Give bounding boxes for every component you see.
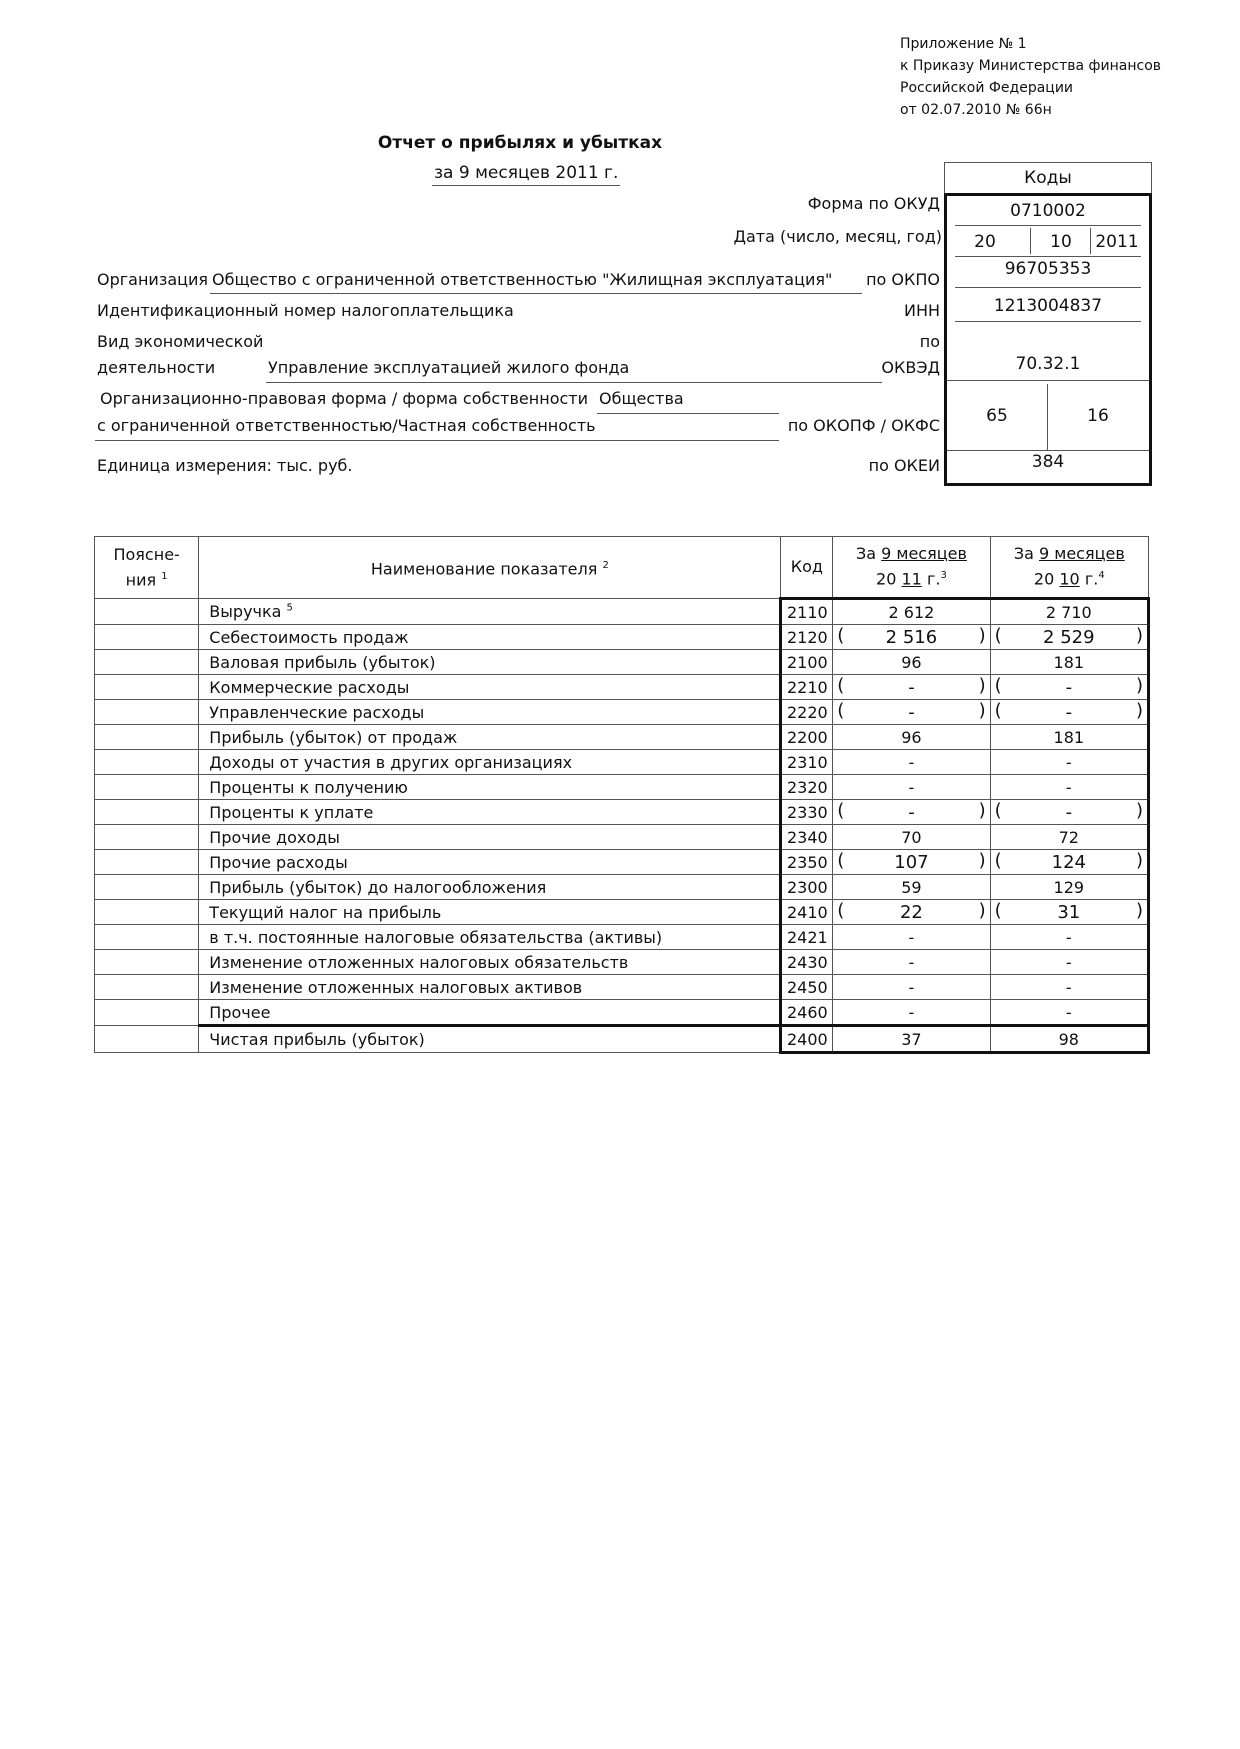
notes-cell [95,650,199,675]
paren-open: ( [837,625,845,646]
indicator-name: Прочее [199,1000,781,1026]
table-row [95,875,1149,900]
appendix-note [900,33,1161,121]
notes-cell [95,775,199,800]
previous-period-value: - [990,750,1148,775]
indicator-name: Коммерческие расходы [199,675,781,700]
notes-cell [95,875,199,900]
report-table [94,536,1150,1054]
table-row [95,975,1149,1000]
line-code: 2450 [781,975,833,1000]
indicator-name: Проценты к получению [199,775,781,800]
current-period-value: ( - ) [833,800,990,825]
table-row [95,775,1149,800]
okud-label: Форма по ОКУД [807,194,940,213]
okpo-code: 96705353 [955,259,1141,288]
paren-close: ) [978,700,986,721]
okei-code: 384 [1031,452,1065,472]
notes-cell [95,975,199,1000]
appendix-line: Приложение № 1 [900,36,1027,52]
indicator-name: Управленческие расходы [199,700,781,725]
previous-period-value: - [990,975,1148,1000]
inn-code-label: ИНН [903,301,940,320]
current-period-value: 96 [833,725,990,750]
indicator-name: Проценты к уплате [199,800,781,825]
line-code: 2350 [781,850,833,875]
notes-cell [95,675,199,700]
okfs-code: 16 [1087,406,1109,426]
activity-label-1: Вид экономической [97,332,264,351]
table-row [95,850,1149,875]
activity-value: Управление эксплуатацией жилого фонда [268,358,630,377]
notes-cell [95,925,199,950]
paren-close: ) [978,675,986,696]
line-code: 2340 [781,825,833,850]
paren-close: ) [978,850,986,871]
notes-cell [95,750,199,775]
line-code: 2120 [781,625,833,650]
notes-cell [95,700,199,725]
table-row [95,599,1149,625]
header-name: Наименование показателя $^2$ [199,537,781,599]
report-period: за 9 месяцев 2011 г. [432,163,620,186]
paren-open: ( [994,675,1002,696]
previous-period-value: 72 [990,825,1148,850]
previous-period-value: - [990,950,1148,975]
previous-period-value: 129 [990,875,1148,900]
table-row [95,900,1149,925]
previous-period-value: ( - ) [990,800,1148,825]
current-period-value: ( 2 516 ) [833,625,990,650]
notes-cell [95,900,199,925]
appendix-line: к Приказу Министерства финансов [900,58,1162,74]
current-period-value: - [833,775,990,800]
table-row [95,650,1149,675]
indicator-name: Прочие расходы [199,850,781,875]
paren-close: ) [1135,700,1143,721]
line-code: 2100 [781,650,833,675]
previous-period-value: - [990,775,1148,800]
paren-close: ) [1135,625,1143,646]
previous-period-value: - [990,1000,1148,1026]
table-row [95,825,1149,850]
line-code: 2410 [781,900,833,925]
report-title: Отчет о прибылях и убытках [377,133,663,153]
header-current-period: За 9 месяцев 20 11 г.$^3$ [833,537,990,599]
form-label: Организационно-правовая форма / форма собственности [100,389,588,408]
table-row [95,700,1149,725]
current-period-value: ( - ) [833,700,990,725]
current-period-value: - [833,975,990,1000]
current-period-value: - [833,925,990,950]
indicator-name: Чистая прибыль (убыток) [199,1026,781,1053]
paren-open: ( [837,700,845,721]
notes-cell [95,1000,199,1026]
okopf-code: 65 [986,406,1008,426]
current-period-value: ( 107 ) [833,850,990,875]
paren-close: ) [978,900,986,921]
notes-cell [95,1026,199,1053]
notes-cell [95,599,199,625]
current-period-value: - [833,950,990,975]
table-body [95,599,1149,1053]
paren-close: ) [1135,800,1143,821]
notes-cell [95,725,199,750]
table-row [95,750,1149,775]
table-row [95,625,1149,650]
okved-label-2: ОКВЭД [881,358,940,377]
paren-open: ( [837,675,845,696]
org-name: Общество с ограниченной ответственностью "Жилищная эксплуатация" [212,270,833,289]
line-code: 2210 [781,675,833,700]
indicator-name: Доходы от участия в других организациях [199,750,781,775]
current-period-value: 2 612 [833,599,990,625]
header-code: Код [781,537,833,599]
notes-cell [95,800,199,825]
paren-open: ( [994,850,1002,871]
notes-cell [95,825,199,850]
form-underline-1 [597,413,779,414]
paren-close: ) [978,625,986,646]
previous-period-value: - [990,925,1148,950]
line-code: 2430 [781,950,833,975]
line-code: 2310 [781,750,833,775]
current-period-value: 96 [833,650,990,675]
current-period-value: 70 [833,825,990,850]
paren-open: ( [994,625,1002,646]
table-header-row [95,537,1149,599]
indicator-name: Прибыль (убыток) от продаж [199,725,781,750]
org-underline [210,293,862,294]
indicator-name: Выручка $^5$ [199,599,781,625]
table-row [95,675,1149,700]
okpo-label: по ОКПО [866,270,940,289]
unit-label: Единица измерения: тыс. руб. [97,456,353,475]
appendix-line: Российской Федерации [900,80,1074,96]
paren-close: ) [1135,850,1143,871]
current-period-value: 59 [833,875,990,900]
form-value-2: с ограниченной ответственностью/Частная собственность [97,416,596,435]
notes-cell [95,625,199,650]
line-code: 2460 [781,1000,833,1026]
line-code: 2320 [781,775,833,800]
table-row [95,925,1149,950]
inn-code: 1213004837 [955,291,1141,322]
appendix-line: от 02.07.2010 № 66н [900,102,1052,118]
indicator-name: Текущий налог на прибыль [199,900,781,925]
okved-code: 70.32.1 [947,325,1149,381]
indicator-name: в т.ч. постоянные налоговые обязательства (активы) [199,925,781,950]
indicator-name: Прочие доходы [199,825,781,850]
line-code: 2200 [781,725,833,750]
line-code: 2421 [781,925,833,950]
date-day: 20 [974,232,996,252]
paren-open: ( [837,850,845,871]
previous-period-value: 181 [990,650,1148,675]
okud-code: 0710002 [955,198,1141,226]
date-month: 10 [1050,232,1072,252]
table-row [95,1026,1149,1053]
activity-label-2: деятельности [97,358,216,377]
okei-divider [947,450,1149,451]
indicator-name: Изменение отложенных налоговых активов [199,975,781,1000]
okved-label-1: по [919,332,940,351]
paren-close: ) [978,800,986,821]
codes-heading: Коды [944,162,1152,194]
previous-period-value: 181 [990,725,1148,750]
previous-period-value: 2 710 [990,599,1148,625]
notes-cell [95,950,199,975]
line-code: 2110 [781,599,833,625]
org-label: Организация [97,270,209,289]
form-underline-2 [95,440,779,441]
line-code: 2220 [781,700,833,725]
indicator-name: Прибыль (убыток) до налогообложения [199,875,781,900]
okopf-label: по ОКОПФ / ОКФС [787,416,940,435]
previous-period-value: ( 2 529 ) [990,625,1148,650]
paren-open: ( [837,800,845,821]
form-value-1: Общества [599,389,684,408]
table-row [95,725,1149,750]
table-row [95,1000,1149,1026]
previous-period-value: ( 31 ) [990,900,1148,925]
indicator-name: Валовая прибыль (убыток) [199,650,781,675]
previous-period-value: ( 124 ) [990,850,1148,875]
date-label: Дата (число, месяц, год) [733,227,942,246]
notes-cell [95,850,199,875]
current-period-value: ( - ) [833,675,990,700]
paren-open: ( [994,900,1002,921]
current-period-value: - [833,750,990,775]
date-year: 2011 [1095,232,1139,252]
table-row [95,950,1149,975]
line-code: 2300 [781,875,833,900]
okei-label: по ОКЕИ [868,456,940,475]
paren-close: ) [1135,900,1143,921]
previous-period-value: ( - ) [990,675,1148,700]
indicator-name: Себестоимость продаж [199,625,781,650]
current-period-value: 37 [833,1026,990,1053]
paren-open: ( [837,900,845,921]
indicator-name: Изменение отложенных налоговых обязательств [199,950,781,975]
previous-period-value: ( - ) [990,700,1148,725]
paren-close: ) [1135,675,1143,696]
paren-open: ( [994,800,1002,821]
inn-label: Идентификационный номер налогоплательщика [97,301,514,320]
previous-period-value: 98 [990,1026,1148,1053]
line-code: 2330 [781,800,833,825]
current-period-value: ( 22 ) [833,900,990,925]
line-code: 2400 [781,1026,833,1053]
header-notes: Поясне- ния $^1$ [95,537,199,599]
table-row [95,800,1149,825]
paren-open: ( [994,700,1002,721]
activity-underline [266,382,882,383]
codes-box [944,193,1152,486]
header-previous-period: За 9 месяцев 20 10 г.$^4$ [990,537,1148,599]
current-period-value: - [833,1000,990,1026]
